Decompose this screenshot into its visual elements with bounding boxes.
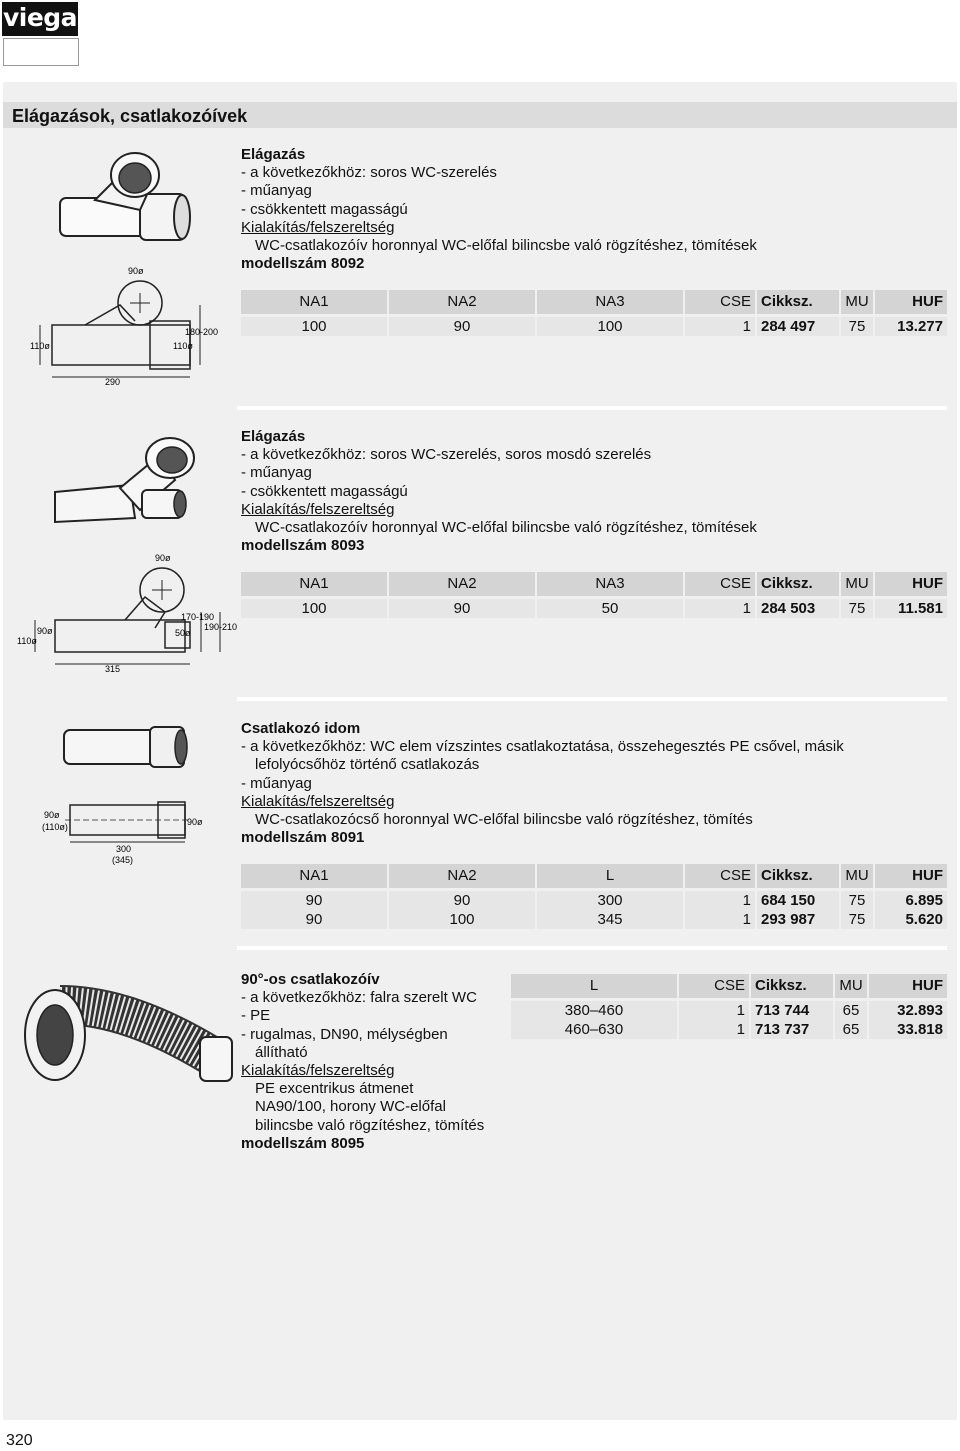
table-row: [511, 1001, 947, 1020]
product-bullet: - műanyag: [241, 774, 312, 792]
table-cell: 90: [389, 599, 535, 618]
model-number: modellszám 8091: [241, 829, 365, 847]
header-cell: CSE: [685, 290, 755, 314]
header-cell: MU: [841, 864, 873, 888]
model-number: modellszám 8092: [241, 255, 365, 273]
table-cell: 460–630: [511, 1020, 677, 1039]
section-divider: [237, 406, 947, 410]
dim-label: 180-200: [185, 327, 219, 337]
table-cell: 684 150: [757, 891, 839, 910]
table-cell: 90: [241, 891, 387, 910]
product-bullet: - csökkentett magasságú: [241, 482, 408, 500]
product-photo-8095: [20, 975, 235, 1110]
dim-label: 190-210: [204, 622, 237, 632]
header-cell: CSE: [685, 572, 755, 596]
product-photo-8093: [50, 430, 200, 530]
table-cell: 100: [389, 910, 535, 929]
table-cell: 75: [841, 599, 873, 618]
product-bullet: - a következőkhöz: WC elem vízszintes csatlakoztatása, összehegesztés PE csővel, másik: [241, 738, 844, 756]
header-cell: Cikksz.: [757, 572, 839, 596]
table-cell: 100: [537, 317, 683, 336]
technical-drawing-8091: [40, 790, 215, 870]
dim-label: 90ø: [37, 626, 53, 636]
table-cell: 284 503: [757, 599, 839, 618]
table-cell: 1: [679, 1020, 749, 1039]
dim-label: 170-190: [181, 612, 215, 622]
product-title: Csatlakozó idom: [241, 720, 361, 737]
section-divider: [237, 697, 947, 701]
product-title: 90°-os csatlakozóív: [241, 971, 380, 988]
table-cell: 6.895: [875, 891, 947, 910]
page-number: 320: [6, 1432, 33, 1449]
features-text: WC-csatlakozóív horonnyal WC-előfal bilincsbe való rögzítéshez, tömítések: [255, 519, 757, 537]
header-cell: NA1: [241, 864, 387, 888]
table-cell: 90: [241, 910, 387, 929]
header-cell: L: [511, 974, 677, 998]
header-cell: NA3: [537, 290, 683, 314]
header-cell: Cikksz.: [757, 290, 839, 314]
table-cell: 713 737: [751, 1020, 833, 1039]
product-block-8093: [241, 428, 757, 555]
dim-label: 290: [105, 377, 121, 387]
product-bullet: - csökkentett magasságú: [241, 200, 408, 218]
spec-table-8095: [509, 974, 949, 1039]
header-cell: NA1: [241, 290, 387, 314]
table-cell: 1: [685, 910, 755, 929]
product-bullet: - műanyag: [241, 182, 312, 200]
product-title: Elágazás: [241, 428, 306, 445]
viega-logo: viega: [2, 2, 78, 36]
table-cell: 293 987: [757, 910, 839, 929]
header-cell: CSE: [679, 974, 749, 998]
table-cell: 65: [835, 1001, 867, 1020]
header-cell: MU: [841, 572, 873, 596]
table-cell: 284 497: [757, 317, 839, 336]
technical-drawing-8093: [15, 552, 237, 677]
product-bullet: - műanyag: [241, 464, 312, 482]
table-cell: 5.620: [875, 910, 947, 929]
table-cell: 100: [241, 599, 387, 618]
features-heading: Kialakítás/felszereltség: [241, 792, 395, 810]
dim-label: 90ø: [44, 810, 60, 820]
product-bullet: - a következőkhöz: soros WC-szerelés, soros mosdó szerelés: [241, 446, 652, 464]
spec-table-8092: [239, 290, 949, 336]
model-number: modellszám 8095: [241, 1134, 365, 1152]
header-cell: MU: [835, 974, 867, 998]
header-cell: NA1: [241, 572, 387, 596]
product-bullet: lefolyócsőhöz történő csatlakozás: [255, 756, 480, 774]
header-cell: HUF: [875, 572, 947, 596]
header-cell: MU: [841, 290, 873, 314]
table-cell: 33.818: [869, 1020, 947, 1039]
product-block-8092: [241, 146, 757, 273]
dim-label: 110ø: [30, 341, 50, 351]
dim-label: 110ø: [173, 341, 193, 351]
product-title: Elágazás: [241, 146, 306, 163]
table-cell: 1: [685, 317, 755, 336]
dim-label: 90ø: [128, 266, 144, 276]
product-block-8091: [241, 720, 844, 847]
table-cell: 713 744: [751, 1001, 833, 1020]
table-header-row: [241, 864, 947, 888]
model-number: modellszám 8093: [241, 537, 365, 555]
spec-table-8093: [239, 572, 949, 618]
features-heading: Kialakítás/felszereltség: [241, 1062, 395, 1080]
header-cell: HUF: [875, 290, 947, 314]
product-bullet: - rugalmas, DN90, mélységben: [241, 1025, 448, 1043]
header-cell: CSE: [685, 864, 755, 888]
table-row: [511, 1020, 947, 1039]
features-text: PE excentrikus átmenet: [255, 1080, 414, 1098]
table-header-row: [511, 974, 947, 998]
dim-label: 90ø: [155, 553, 171, 563]
features-text: NA90/100, horony WC-előfal: [255, 1098, 446, 1116]
table-cell: 345: [537, 910, 683, 929]
table-cell: 90: [389, 317, 535, 336]
table-cell: 100: [241, 317, 387, 336]
product-bullet: - a következőkhöz: soros WC-szerelés: [241, 164, 497, 182]
table-cell: 75: [841, 317, 873, 336]
header-cell: NA2: [389, 864, 535, 888]
features-text: WC-csatlakozócső horonnyal WC-előfal bilincsbe való rögzítéshez, tömítés: [255, 811, 753, 829]
table-row: [241, 599, 947, 618]
dim-label: (345): [112, 855, 134, 865]
dim-label: 90ø: [187, 817, 203, 827]
dim-label: 110ø: [17, 636, 37, 646]
table-cell: 13.277: [875, 317, 947, 336]
dim-label: 300: [116, 844, 132, 854]
dim-label: 315: [105, 664, 121, 674]
features-heading: Kialakítás/felszereltség: [241, 218, 395, 236]
table-header-row: [241, 290, 947, 314]
table-cell: 75: [841, 910, 873, 929]
spec-table-8091: [239, 864, 949, 929]
header-cell: HUF: [869, 974, 947, 998]
table-header-row: [241, 572, 947, 596]
product-bullet: - PE: [241, 1007, 271, 1025]
product-photo-8091: [60, 722, 190, 772]
header-cell: NA2: [389, 290, 535, 314]
table-cell: 32.893: [869, 1001, 947, 1020]
header-cell: NA2: [389, 572, 535, 596]
technical-drawing-8092: [30, 265, 225, 390]
dim-label: 50ø: [175, 628, 191, 638]
section-divider: [237, 946, 947, 950]
table-cell: 1: [679, 1001, 749, 1020]
table-row: [241, 910, 947, 929]
table-cell: 50: [537, 599, 683, 618]
product-bullet: állítható: [255, 1043, 308, 1061]
product-bullet: - a következőkhöz: falra szerelt WC: [241, 989, 477, 1007]
header-cell: Cikksz.: [757, 864, 839, 888]
table-row: [241, 317, 947, 336]
header-cell: NA3: [537, 572, 683, 596]
table-cell: 75: [841, 891, 873, 910]
dim-label: (110ø): [42, 822, 68, 832]
table-cell: 380–460: [511, 1001, 677, 1020]
table-cell: 1: [685, 891, 755, 910]
product-block-8095: [241, 971, 484, 1153]
header-cell: HUF: [875, 864, 947, 888]
features-text: bilincsbe való rögzítéshez, tömítés: [255, 1116, 485, 1134]
features-heading: Kialakítás/felszereltség: [241, 500, 395, 518]
product-photo-8092: [55, 150, 195, 250]
table-cell: 1: [685, 599, 755, 618]
section-title: Elágazások, csatlakozóívek: [12, 106, 248, 126]
table-row: [241, 891, 947, 910]
table-cell: 300: [537, 891, 683, 910]
header-cell: Cikksz.: [751, 974, 833, 998]
table-cell: 90: [389, 891, 535, 910]
header-cell: L: [537, 864, 683, 888]
logo-placeholder-box: [3, 38, 79, 66]
table-cell: 11.581: [875, 599, 947, 618]
table-cell: 65: [835, 1020, 867, 1039]
features-text: WC-csatlakozóív horonnyal WC-előfal bilincsbe való rögzítéshez, tömítések: [255, 237, 757, 255]
